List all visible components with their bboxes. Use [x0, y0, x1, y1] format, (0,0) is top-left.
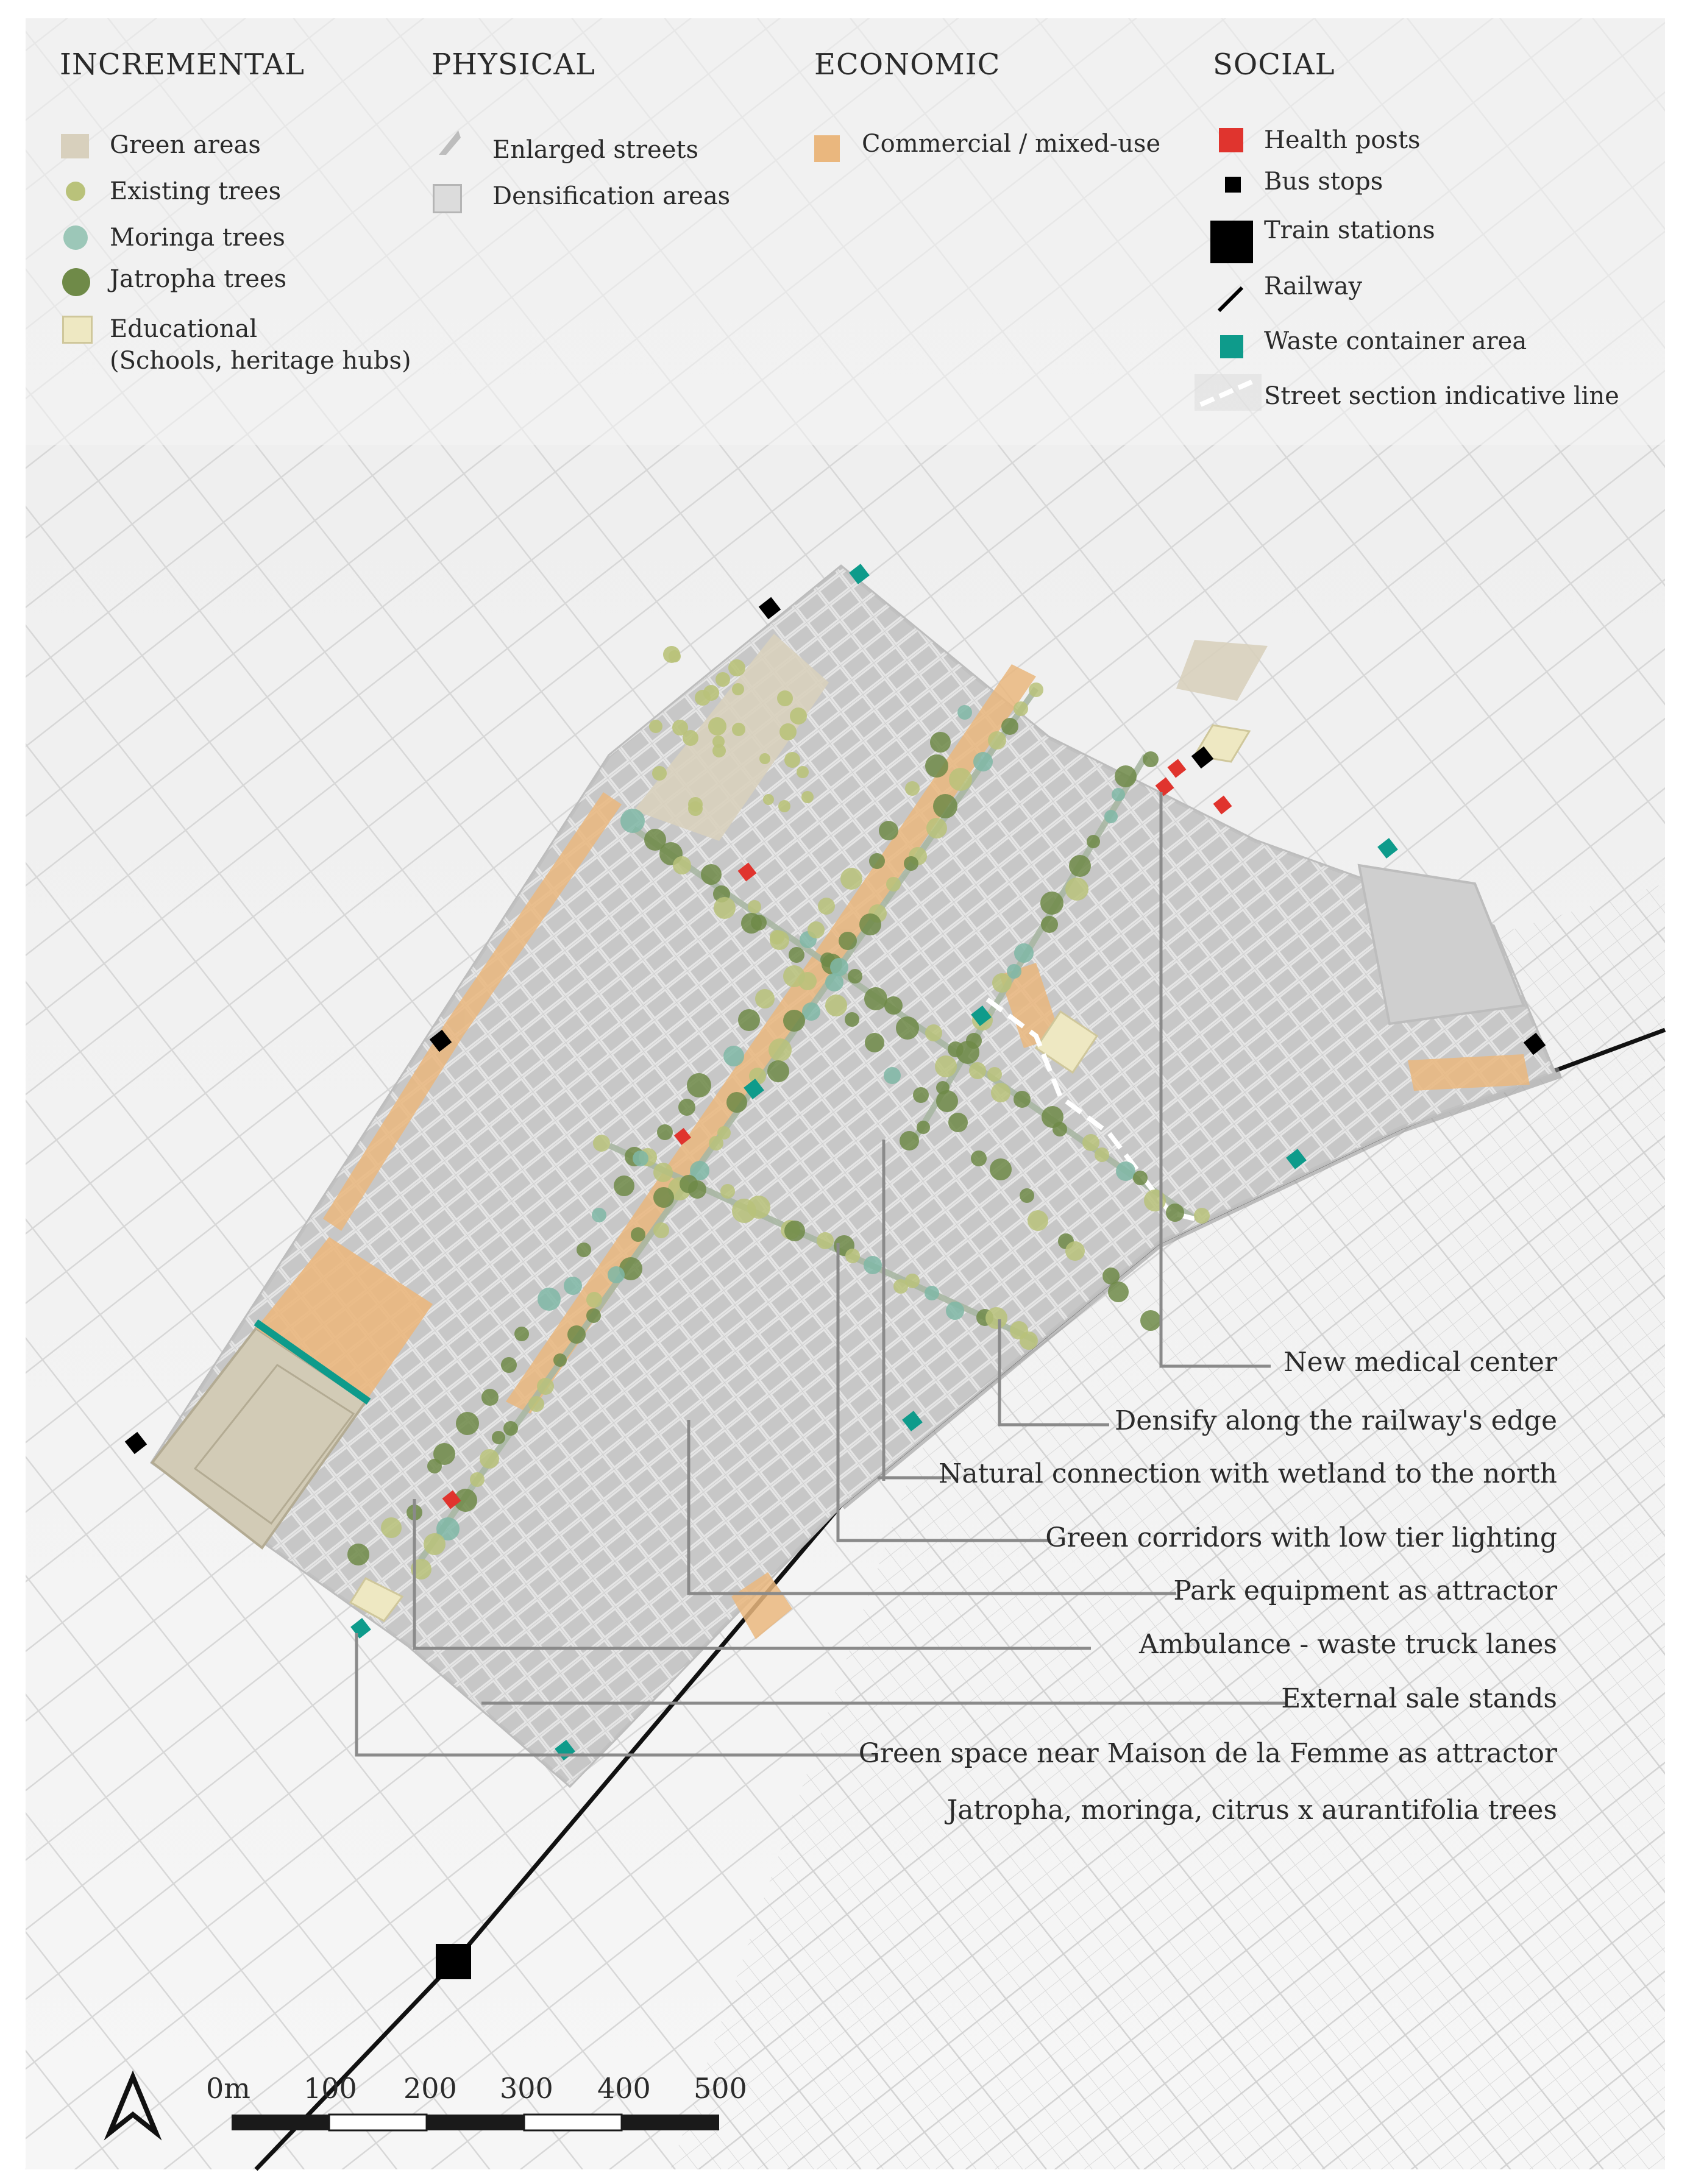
tree-icon — [763, 794, 774, 805]
legend-item-existing-trees: Existing trees — [110, 177, 282, 205]
tree-icon — [778, 800, 790, 812]
tree-icon — [1020, 1331, 1038, 1350]
tree-icon — [514, 1327, 529, 1341]
educational-swatch — [62, 316, 93, 344]
tree-icon — [798, 972, 817, 990]
tree-icon — [869, 853, 885, 869]
callout-sale-stands: External sale stands — [1281, 1683, 1557, 1714]
tree-icon — [614, 1175, 634, 1196]
callout-maison-femme: Green space near Maison de la Femme as attractor — [858, 1738, 1557, 1769]
callout-wetland-connection: Natural connection with wetland to the north — [938, 1458, 1557, 1489]
tree-icon — [1108, 1282, 1129, 1302]
tree-icon — [726, 1092, 747, 1113]
tree-icon — [925, 1286, 939, 1300]
legend-heading-physical: PHYSICAL — [431, 48, 595, 82]
tree-icon — [481, 1389, 499, 1406]
tree-icon — [884, 996, 903, 1015]
tree-icon — [701, 864, 722, 885]
callout-new-medical-center: New medical center — [1283, 1347, 1557, 1378]
tree-icon — [839, 932, 857, 950]
tree-icon — [808, 921, 825, 938]
tree-icon — [470, 1472, 485, 1487]
legend-item-train-stations: Train stations — [1264, 216, 1435, 244]
tree-icon — [1014, 943, 1034, 963]
tree-icon — [933, 794, 957, 818]
legend-item-densification-areas: Densification areas — [492, 182, 731, 210]
tree-icon — [537, 1378, 554, 1395]
legend-item-commercial: Commercial / mixed-use — [862, 130, 1161, 158]
tree-icon — [1053, 1122, 1067, 1136]
callout-tree-species: Jatropha, moringa, citrus x aurantifolia trees — [946, 1795, 1557, 1826]
tree-icon — [896, 1016, 919, 1040]
tree-icon — [840, 868, 862, 890]
tree-icon — [818, 898, 835, 915]
tree-icon — [789, 947, 804, 963]
tree-icon — [777, 690, 793, 706]
train-station-icon — [436, 1944, 471, 1979]
tree-icon — [715, 672, 730, 687]
green-area-swatch — [61, 134, 89, 158]
tree-icon — [424, 1533, 446, 1555]
tree-icon — [631, 1227, 645, 1242]
tree-icon — [669, 650, 681, 662]
train-station-legend-icon — [1210, 221, 1253, 263]
tree-icon — [884, 1067, 901, 1084]
enlarged-street-icon — [434, 128, 463, 157]
commercial-swatch — [814, 135, 840, 162]
legend-item-health-posts: Health posts — [1264, 126, 1421, 154]
tree-icon — [886, 877, 901, 892]
tree-icon — [848, 969, 862, 984]
tree-icon — [905, 781, 920, 796]
legend-item-railway: Railway — [1264, 272, 1363, 300]
tree-icon — [1001, 718, 1018, 735]
callout-green-corridors: Green corridors with low tier lighting — [1045, 1522, 1557, 1553]
tree-icon — [728, 659, 745, 676]
tree-icon — [1069, 855, 1091, 877]
tree-icon — [347, 1544, 369, 1565]
tree-icon — [492, 1431, 505, 1444]
tree-icon — [633, 1150, 648, 1166]
tree-icon — [652, 766, 667, 781]
legend-heading-economic: ECONOMIC — [814, 48, 1001, 82]
tree-icon — [732, 723, 745, 736]
tree-icon — [969, 1062, 986, 1079]
tree-icon — [723, 1046, 744, 1066]
street-section-line-icon — [1195, 374, 1262, 411]
tree-icon — [1029, 682, 1043, 697]
tree-icon — [1166, 1204, 1184, 1222]
scale-label-400: 400 — [597, 2072, 651, 2105]
scale-label-500: 500 — [694, 2072, 747, 2105]
scale-label-0: 0m — [206, 2072, 250, 2105]
tree-icon — [714, 897, 736, 919]
tree-icon — [1104, 810, 1118, 823]
moringa-tree-icon — [63, 225, 88, 250]
tree-icon — [709, 1136, 723, 1150]
legend-item-educational-detail: (Schools, heritage hubs) — [110, 347, 411, 375]
tree-icon — [917, 1121, 930, 1134]
tree-icon — [957, 705, 972, 720]
tree-icon — [1116, 1161, 1135, 1181]
tree-icon — [708, 717, 726, 736]
tree-icon — [748, 900, 761, 913]
tree-icon — [553, 1353, 567, 1367]
tree-icon — [802, 1002, 820, 1021]
tree-icon — [456, 1412, 479, 1435]
tree-icon — [657, 1124, 673, 1140]
legend-item-waste-container: Waste container area — [1264, 327, 1527, 355]
tree-icon — [712, 744, 726, 757]
tree-icon — [988, 731, 1006, 750]
tree-icon — [720, 1184, 735, 1199]
tree-icon — [1194, 1208, 1210, 1224]
tree-icon — [830, 958, 848, 976]
legend-item-bus-stops: Bus stops — [1264, 168, 1383, 196]
tree-icon — [1040, 892, 1063, 915]
existing-tree-icon — [66, 182, 85, 201]
tree-icon — [653, 1187, 674, 1208]
tree-icon — [738, 1009, 760, 1031]
scale-label-200: 200 — [403, 2072, 457, 2105]
tree-icon — [900, 1131, 919, 1150]
tree-icon — [593, 1135, 610, 1152]
tree-icon — [845, 1249, 860, 1263]
tree-icon — [783, 1010, 805, 1032]
scale-label-100: 100 — [304, 2072, 357, 2105]
tree-icon — [935, 1055, 957, 1077]
tree-icon — [1112, 788, 1125, 801]
legend-item-educational: Educational — [110, 315, 258, 343]
tree-icon — [905, 1274, 920, 1288]
legend-item-jatropha-trees: Jatropha trees — [110, 265, 287, 293]
tree-icon — [801, 791, 814, 803]
tree-icon — [845, 1012, 859, 1027]
tree-icon — [1115, 765, 1137, 787]
tree-icon — [620, 809, 645, 833]
tree-icon — [971, 1150, 987, 1166]
tree-icon — [949, 768, 972, 791]
tree-icon — [985, 1307, 1007, 1329]
tree-icon — [859, 913, 881, 935]
tree-icon — [930, 732, 951, 753]
tree-icon — [790, 707, 807, 725]
tree-icon — [747, 1196, 770, 1219]
tree-icon — [1140, 1310, 1161, 1331]
legend-item-street-section: Street section indicative line — [1264, 382, 1619, 410]
tree-icon — [1144, 1190, 1166, 1211]
tree-icon — [741, 913, 762, 934]
tree-icon — [501, 1357, 517, 1373]
tree-icon — [797, 766, 809, 778]
tree-icon — [1087, 835, 1100, 848]
scale-label-300: 300 — [500, 2072, 553, 2105]
tree-icon — [592, 1208, 606, 1222]
tree-icon — [678, 1099, 695, 1116]
tree-icon — [538, 1288, 561, 1311]
tree-icon — [1065, 1241, 1085, 1261]
bus-stop-icon — [1225, 177, 1241, 193]
tree-icon — [688, 801, 703, 816]
tree-icon — [653, 1222, 669, 1238]
tree-icon — [992, 973, 1012, 993]
tree-icon — [480, 1449, 499, 1469]
tree-icon — [1143, 751, 1159, 767]
legend-heading-incremental: INCREMENTAL — [60, 48, 305, 82]
tree-icon — [564, 1277, 582, 1295]
tree-icon — [1028, 1210, 1048, 1231]
densification-swatch — [433, 184, 462, 213]
tree-icon — [956, 1041, 979, 1064]
tree-icon — [913, 1087, 929, 1103]
tree-icon — [784, 752, 800, 768]
tree-icon — [769, 1038, 792, 1062]
tree-icon — [1065, 878, 1088, 901]
tree-icon — [925, 754, 948, 778]
legend-item-green-areas: Green areas — [110, 131, 261, 159]
tree-icon — [990, 1158, 1012, 1180]
tree-icon — [1041, 916, 1058, 933]
tree-icon — [926, 818, 947, 838]
tree-icon — [770, 930, 784, 945]
railway-icon — [1215, 284, 1246, 314]
jatropha-tree-icon — [62, 268, 90, 296]
tree-icon — [779, 723, 797, 740]
tree-icon — [925, 1024, 942, 1041]
tree-icon — [948, 1113, 968, 1132]
tree-icon — [1082, 1134, 1099, 1151]
tree-icon — [1095, 1147, 1109, 1162]
tree-icon — [755, 989, 775, 1009]
tree-icon — [817, 1232, 834, 1249]
tree-icon — [673, 856, 691, 874]
callout-densify-railway: Densify along the railway's edge — [1115, 1405, 1557, 1436]
tree-icon — [973, 752, 993, 771]
legend-item-moringa-trees: Moringa trees — [110, 224, 285, 252]
tree-icon — [688, 1180, 706, 1199]
tree-icon — [672, 720, 688, 736]
tree-icon — [528, 1396, 544, 1412]
tree-icon — [567, 1325, 586, 1344]
health-post-icon — [1219, 128, 1243, 152]
tree-icon — [767, 1060, 789, 1082]
legend-item-enlarged-streets: Enlarged streets — [492, 136, 698, 164]
tree-icon — [946, 1302, 964, 1320]
tree-icon — [703, 685, 719, 701]
callout-ambulance-lanes: Ambulance - waste truck lanes — [1139, 1629, 1557, 1660]
tree-icon — [864, 987, 887, 1010]
tree-icon — [427, 1459, 442, 1473]
callout-park-equipment: Park equipment as attractor — [1173, 1575, 1557, 1606]
tree-icon — [653, 1163, 673, 1182]
tree-icon — [1020, 1188, 1034, 1203]
tree-icon — [936, 1090, 958, 1112]
tree-icon — [864, 1256, 882, 1274]
tree-icon — [687, 1073, 711, 1097]
waste-container-icon — [1220, 335, 1243, 358]
tree-icon — [865, 1033, 884, 1052]
tree-icon — [904, 856, 918, 871]
legend-heading-social: SOCIAL — [1213, 48, 1335, 82]
scale-bar — [232, 2115, 719, 2130]
tree-icon — [503, 1421, 518, 1436]
tree-icon — [759, 753, 770, 764]
tree-icon — [879, 821, 898, 840]
tree-icon — [784, 1221, 805, 1241]
tree-icon — [991, 1083, 1010, 1102]
tree-icon — [608, 1266, 625, 1283]
tree-icon — [1133, 1171, 1148, 1185]
tree-icon — [987, 1067, 1002, 1082]
tree-icon — [577, 1243, 591, 1257]
tree-icon — [586, 1292, 602, 1308]
tree-icon — [1014, 701, 1028, 716]
tree-icon — [825, 994, 847, 1016]
tree-icon — [586, 1308, 601, 1323]
tree-icon — [732, 683, 744, 695]
tree-icon — [649, 720, 662, 733]
tree-icon — [381, 1517, 402, 1538]
tree-icon — [1014, 1091, 1031, 1108]
